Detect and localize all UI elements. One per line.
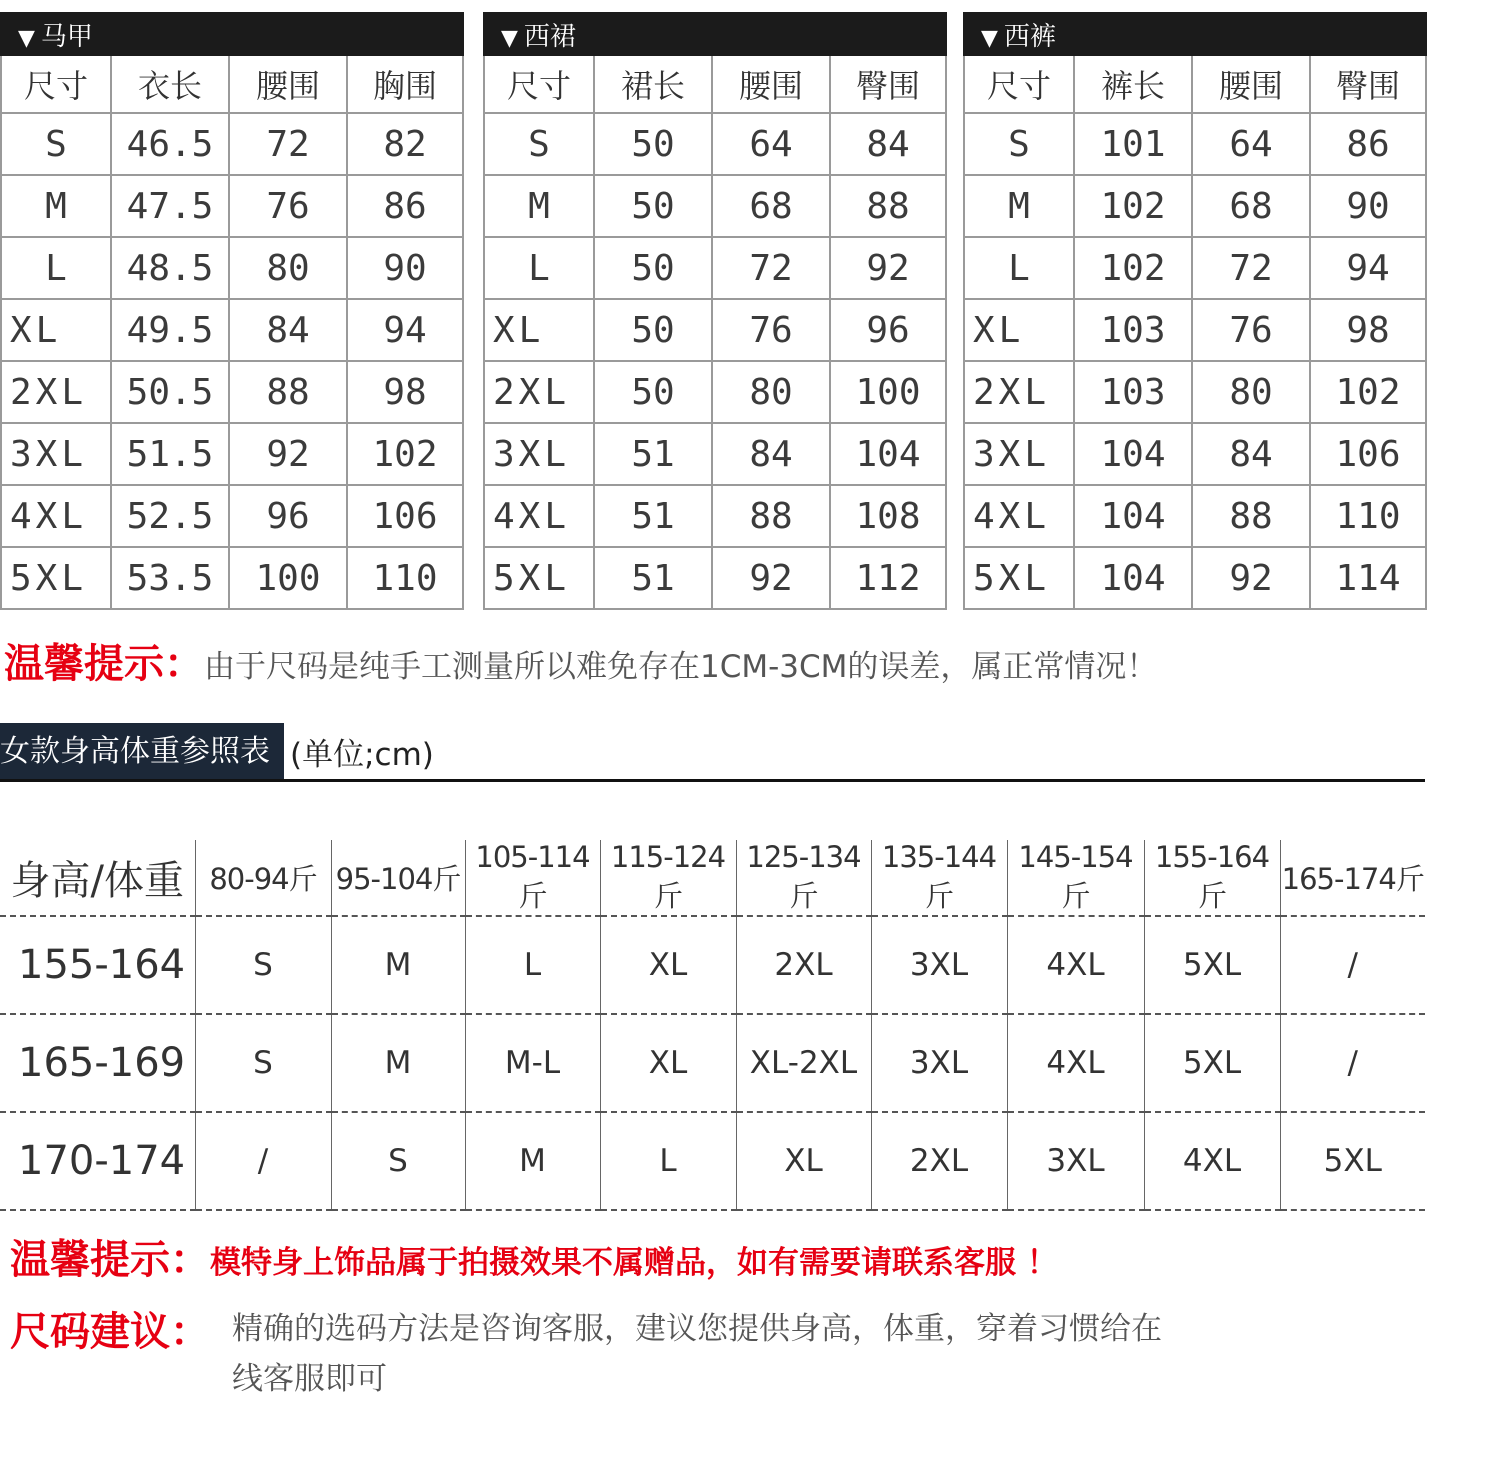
size-cell: S	[195, 1014, 331, 1112]
table-row	[1, 361, 463, 423]
value-cell: 46.5	[111, 113, 229, 175]
table-row	[484, 423, 946, 485]
table-row	[1, 547, 463, 609]
column-header: 腰围	[229, 55, 347, 113]
weight-header: 95-104斤	[331, 840, 465, 916]
column-header: 裙长	[594, 55, 712, 113]
size-cell: 5XL	[1144, 1014, 1280, 1112]
value-cell: 102	[1074, 175, 1192, 237]
value-cell: 52.5	[111, 485, 229, 547]
tip-label: 温馨提示：	[4, 641, 204, 687]
table-title-label: 马甲	[40, 21, 93, 52]
header-row	[1, 55, 463, 113]
size-cell: M	[331, 916, 465, 1014]
value-cell: 98	[347, 361, 463, 423]
table-title-row	[484, 13, 946, 55]
table-row	[1, 423, 463, 485]
table-title	[1, 13, 463, 55]
value-cell: 100	[229, 547, 347, 609]
column-header: 衣长	[111, 55, 229, 113]
value-cell: 102	[1310, 361, 1426, 423]
value-cell: 92	[229, 423, 347, 485]
advice-text: 精确的选码方法是咨询客服，建议您提供身高，体重，穿着习惯给在线客服即可	[232, 1311, 1162, 1397]
table-row	[484, 547, 946, 609]
size-cell: 2XL	[964, 361, 1074, 423]
column-header: 臀围	[1310, 55, 1426, 113]
value-cell: 50	[594, 361, 712, 423]
section-divider	[0, 779, 1425, 782]
value-cell: 86	[347, 175, 463, 237]
value-cell: 86	[1310, 113, 1426, 175]
header-row	[484, 55, 946, 113]
value-cell: 50	[594, 113, 712, 175]
size-cell: S	[964, 113, 1074, 175]
size-cell: M	[964, 175, 1074, 237]
table-row	[1, 299, 463, 361]
size-cell: 4XL	[964, 485, 1074, 547]
value-cell: 106	[1310, 423, 1426, 485]
size-cell: /	[1280, 916, 1425, 1014]
size-cell: /	[195, 1112, 331, 1210]
value-cell: 76	[1192, 299, 1310, 361]
value-cell: 102	[1074, 237, 1192, 299]
section-title: 女款身高体重参照表	[0, 723, 284, 780]
size-cell: 4XL	[1007, 1014, 1144, 1112]
value-cell: 108	[830, 485, 946, 547]
table-title-label: 西裙	[523, 21, 576, 52]
value-cell: 103	[1074, 361, 1192, 423]
value-cell: 48.5	[111, 237, 229, 299]
tip-text: 模特身上饰品属于拍摄效果不属赠品，如有需要请联系客服 ！	[210, 1245, 1058, 1281]
column-header: 臀围	[830, 55, 946, 113]
table-row	[484, 361, 946, 423]
value-cell: 80	[229, 237, 347, 299]
column-header: 裤长	[1074, 55, 1192, 113]
column-header: 腰围	[712, 55, 830, 113]
height-cell: 170-174	[0, 1112, 195, 1210]
weight-header: 80-94斤	[195, 840, 331, 916]
size-cell: S	[331, 1112, 465, 1210]
table-title	[484, 13, 946, 55]
value-cell: 96	[229, 485, 347, 547]
value-cell: 104	[1074, 485, 1192, 547]
value-cell: 96	[830, 299, 946, 361]
table-row	[1, 175, 463, 237]
triangle-down-icon: ▼	[501, 25, 518, 51]
column-header: 尺寸	[484, 55, 594, 113]
value-cell: 82	[347, 113, 463, 175]
column-header: 尺寸	[964, 55, 1074, 113]
value-cell: 103	[1074, 299, 1192, 361]
size-cell: 5XL	[1144, 916, 1280, 1014]
value-cell: 51	[594, 485, 712, 547]
table-title	[964, 13, 1426, 55]
size-cell: XL	[964, 299, 1074, 361]
weight-header: 135-144斤	[871, 840, 1007, 916]
size-cell: 4XL	[1007, 916, 1144, 1014]
size-cell: M	[465, 1112, 600, 1210]
size-cell: XL	[736, 1112, 871, 1210]
value-cell: 76	[712, 299, 830, 361]
value-cell: 84	[712, 423, 830, 485]
value-cell: 110	[1310, 485, 1426, 547]
size-cell: L	[600, 1112, 736, 1210]
reference-section-header	[0, 723, 434, 780]
weight-header: 145-154斤	[1007, 840, 1144, 916]
value-cell: 50	[594, 175, 712, 237]
accessory-tip	[10, 1228, 1058, 1285]
table-row	[0, 1014, 1425, 1112]
height-cell: 155-164	[0, 916, 195, 1014]
value-cell: 53.5	[111, 547, 229, 609]
value-cell: 68	[712, 175, 830, 237]
value-cell: 112	[830, 547, 946, 609]
table-row	[484, 299, 946, 361]
value-cell: 50	[594, 299, 712, 361]
section-unit: (单位;cm)	[290, 737, 434, 773]
value-cell: 92	[1192, 547, 1310, 609]
size-cell: S	[484, 113, 594, 175]
value-cell: 90	[1310, 175, 1426, 237]
corner-header: 身高/体重	[0, 840, 195, 916]
size-cell: M	[331, 1014, 465, 1112]
size-cell: 3XL	[871, 916, 1007, 1014]
table-row	[1, 485, 463, 547]
weight-header: 125-134斤	[736, 840, 871, 916]
table-row	[964, 361, 1426, 423]
table-row	[1, 237, 463, 299]
size-cell: 4XL	[484, 485, 594, 547]
weight-header: 165-174斤	[1280, 840, 1425, 916]
size-cell: 4XL	[1, 485, 111, 547]
size-cell: 3XL	[1, 423, 111, 485]
size-cell: 4XL	[1144, 1112, 1280, 1210]
advice-label: 尺码建议：	[10, 1309, 210, 1355]
value-cell: 104	[830, 423, 946, 485]
size-cell: 5XL	[964, 547, 1074, 609]
value-cell: 88	[830, 175, 946, 237]
value-cell: 49.5	[111, 299, 229, 361]
size-cell: 3XL	[871, 1014, 1007, 1112]
size-cell: XL	[600, 916, 736, 1014]
size-cell: L	[1, 237, 111, 299]
value-cell: 68	[1192, 175, 1310, 237]
value-cell: 72	[229, 113, 347, 175]
table-row	[964, 237, 1426, 299]
table-row	[0, 916, 1425, 1014]
table-row	[484, 113, 946, 175]
size-cell: 3XL	[484, 423, 594, 485]
value-cell: 72	[1192, 237, 1310, 299]
weight-header: 155-164斤	[1144, 840, 1280, 916]
size-cell: XL	[1, 299, 111, 361]
value-cell: 102	[347, 423, 463, 485]
value-cell: 106	[347, 485, 463, 547]
size-cell: 2XL	[484, 361, 594, 423]
value-cell: 51.5	[111, 423, 229, 485]
size-cell: M	[484, 175, 594, 237]
height-cell: 165-169	[0, 1014, 195, 1112]
size-cell: 2XL	[736, 916, 871, 1014]
weight-header: 105-114斤	[465, 840, 600, 916]
size-cell: XL	[600, 1014, 736, 1112]
size-cell: L	[964, 237, 1074, 299]
value-cell: 51	[594, 423, 712, 485]
size-cell: M	[1, 175, 111, 237]
size-cell: 5XL	[484, 547, 594, 609]
size-table-skirt	[483, 12, 947, 610]
size-cell: S	[1, 113, 111, 175]
size-cell: 3XL	[964, 423, 1074, 485]
column-header: 尺寸	[1, 55, 111, 113]
value-cell: 47.5	[111, 175, 229, 237]
value-cell: 88	[229, 361, 347, 423]
value-cell: 98	[1310, 299, 1426, 361]
size-cell: 5XL	[1, 547, 111, 609]
size-cell: S	[195, 916, 331, 1014]
header-row	[964, 55, 1426, 113]
triangle-down-icon: ▼	[981, 25, 998, 51]
value-cell: 72	[712, 237, 830, 299]
size-cell: XL-2XL	[736, 1014, 871, 1112]
size-cell: M-L	[465, 1014, 600, 1112]
table-row	[964, 423, 1426, 485]
table-row	[964, 113, 1426, 175]
value-cell: 50	[594, 237, 712, 299]
value-cell: 64	[1192, 113, 1310, 175]
size-cell: 2XL	[871, 1112, 1007, 1210]
value-cell: 114	[1310, 547, 1426, 609]
value-cell: 64	[712, 113, 830, 175]
table-title-label: 西裤	[1003, 21, 1056, 52]
value-cell: 92	[712, 547, 830, 609]
value-cell: 88	[712, 485, 830, 547]
tip-text: 由于尺码是纯手工测量所以难免存在1CM-3CM的误差，属正常情况！	[204, 649, 1158, 685]
table-row	[964, 547, 1426, 609]
table-row	[0, 1112, 1425, 1210]
column-header: 胸围	[347, 55, 463, 113]
size-cell: /	[1280, 1014, 1425, 1112]
size-cell: 3XL	[1007, 1112, 1144, 1210]
size-table-trousers	[963, 12, 1427, 610]
height-weight-table	[0, 840, 1425, 1211]
weight-header-row	[0, 840, 1425, 916]
size-cell: 5XL	[1280, 1112, 1425, 1210]
size-cell: L	[465, 916, 600, 1014]
weight-header: 115-124斤	[600, 840, 736, 916]
table-row	[964, 299, 1426, 361]
value-cell: 88	[1192, 485, 1310, 547]
value-cell: 80	[1192, 361, 1310, 423]
value-cell: 100	[830, 361, 946, 423]
value-cell: 84	[1192, 423, 1310, 485]
value-cell: 92	[830, 237, 946, 299]
value-cell: 94	[347, 299, 463, 361]
table-row	[964, 175, 1426, 237]
table-title-row	[964, 13, 1426, 55]
value-cell: 104	[1074, 423, 1192, 485]
value-cell: 101	[1074, 113, 1192, 175]
value-cell: 84	[229, 299, 347, 361]
table-title-row	[1, 13, 463, 55]
value-cell: 76	[229, 175, 347, 237]
size-table-vest	[0, 12, 464, 610]
value-cell: 90	[347, 237, 463, 299]
value-cell: 51	[594, 547, 712, 609]
size-cell: L	[484, 237, 594, 299]
table-row	[964, 485, 1426, 547]
tip-label: 温馨提示：	[10, 1237, 210, 1283]
size-cell: XL	[484, 299, 594, 361]
value-cell: 50.5	[111, 361, 229, 423]
table-row	[484, 485, 946, 547]
value-cell: 104	[1074, 547, 1192, 609]
size-advice	[10, 1300, 1162, 1397]
measurement-tip	[4, 632, 1157, 689]
table-row	[484, 175, 946, 237]
value-cell: 94	[1310, 237, 1426, 299]
table-row	[1, 113, 463, 175]
column-header: 腰围	[1192, 55, 1310, 113]
value-cell: 84	[830, 113, 946, 175]
value-cell: 110	[347, 547, 463, 609]
triangle-down-icon: ▼	[18, 25, 35, 51]
value-cell: 80	[712, 361, 830, 423]
table-row	[484, 237, 946, 299]
size-cell: 2XL	[1, 361, 111, 423]
